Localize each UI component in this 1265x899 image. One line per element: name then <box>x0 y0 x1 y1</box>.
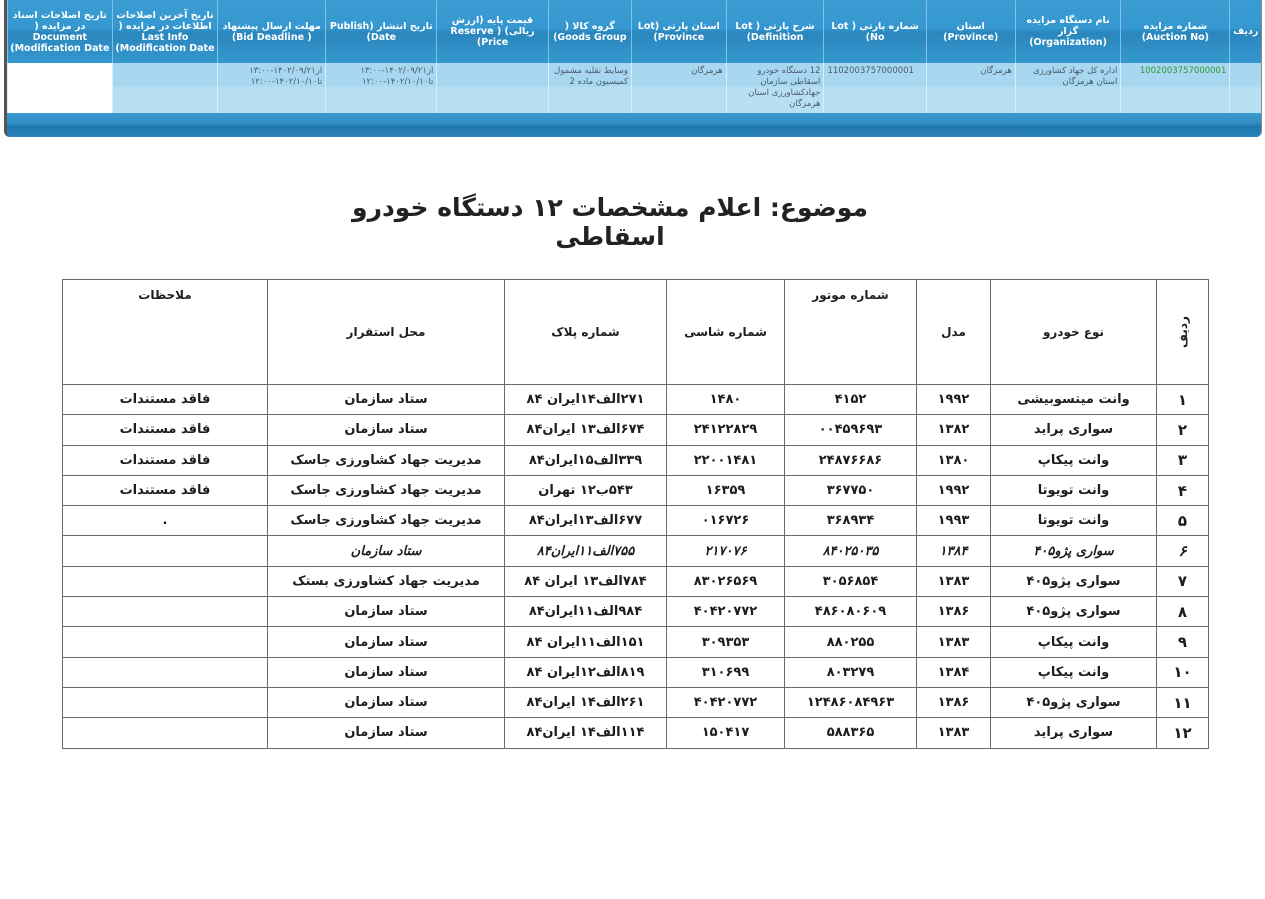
cell-model: ۱۹۹۲ <box>917 475 991 505</box>
cell-chassis-no: ۲۱۷۰۷۶ <box>667 536 785 566</box>
column-header-document-modification: تاریخ اصلاحات اسناد در مزایده ( Document Modification Date) <box>8 0 113 63</box>
cell-engine-no: ۰۰۴۵۹۶۹۳ <box>785 415 917 445</box>
cell-row: ۷ <box>1157 566 1209 596</box>
cell-plate-no: ۵۴۳ب۱۲ تهران <box>505 475 667 505</box>
column-header-reserve-price: قیمت پایه (ارزش ریالی) ( Reserve Price) <box>437 0 548 63</box>
column-header-organization: نام دستگاه مزایده گزار (Organization) <box>1015 0 1121 63</box>
cell-goods-group: وسایط نقلیه مشمول کمیسیون ماده 2 <box>548 63 631 113</box>
cell-model: ۱۳۸۲ <box>917 415 991 445</box>
column-header-vehicle-type: نوع خودرو <box>991 280 1157 385</box>
cell-location: مدیریت جهاد کشاورزی جاسک <box>268 506 505 536</box>
cell-engine-no: ۴۱۵۲ <box>785 385 917 415</box>
cell-location: ستاد سازمان <box>268 718 505 748</box>
table-row <box>63 687 1209 717</box>
table-row <box>63 536 1209 566</box>
cell-model: ۱۳۸۴ <box>917 536 991 566</box>
cell-engine-no: ۸۰۳۲۷۹ <box>785 657 917 687</box>
column-header-province: استان (Province) <box>926 0 1015 63</box>
cell-vehicle-type: سواری پراید <box>991 718 1157 748</box>
cell-row: ۴ <box>1157 475 1209 505</box>
auction-panel-footer-bar <box>7 113 1261 137</box>
cell-model: ۱۹۹۳ <box>917 506 991 536</box>
cell-notes <box>63 627 268 657</box>
cell-plate-no: ۷۵۵الف۱۱ایران۸۴ <box>505 536 667 566</box>
cell-chassis-no: ۱۶۳۵۹ <box>667 475 785 505</box>
table-row <box>63 475 1209 505</box>
cell-notes <box>63 536 268 566</box>
cell-notes: فاقد مستندات <box>63 475 268 505</box>
cell-row: ۱ <box>1157 385 1209 415</box>
column-header-row: ردیف <box>1157 280 1209 385</box>
cell-chassis-no: ۴۰۴۲۰۷۷۲ <box>667 687 785 717</box>
cell-engine-no: ۸۴۰۲۵۰۳۵ <box>785 536 917 566</box>
cell-province: هرمزگان <box>926 63 1015 113</box>
cell-location: ستاد سازمان <box>268 536 505 566</box>
column-header-auction-no: شماره مزایده (Auction No) <box>1121 0 1230 63</box>
cell-vehicle-type: سواری پژو۴۰۵ <box>991 687 1157 717</box>
cell-model: ۱۳۸۰ <box>917 445 991 475</box>
cell-chassis-no: ۲۲۰۰۱۴۸۱ <box>667 445 785 475</box>
column-header-location: محل استقرار <box>268 280 505 385</box>
cell-location: ستاد سازمان <box>268 415 505 445</box>
cell-organization: اداره کل جهاد کشاورزی استان هرمزگان <box>1015 63 1121 113</box>
cell-notes <box>63 718 268 748</box>
table-row <box>63 597 1209 627</box>
cell-row: ۸ <box>1157 597 1209 627</box>
cell-chassis-no: ۱۴۸۰ <box>667 385 785 415</box>
cell-vehicle-type: وانت تویوتا <box>991 506 1157 536</box>
cell-model: ۱۳۸۳ <box>917 566 991 596</box>
cell-bid-deadline: از۱۴۰۲/۰۹/۲۱-۱۳:۰۰ تا۱۴۰۲/۱۰/۱۰-۱۲:۰۰ <box>218 63 326 113</box>
cell-engine-no: ۳۶۷۷۵۰ <box>785 475 917 505</box>
cell-row: ۵ <box>1157 506 1209 536</box>
cell-model: ۱۳۸۳ <box>917 627 991 657</box>
cell-notes <box>63 566 268 596</box>
column-header-goods-group: گروه کالا ( Goods Group) <box>548 0 631 63</box>
cell-notes: فاقد مستندات <box>63 415 268 445</box>
cell-location: ستاد سازمان <box>268 627 505 657</box>
auction-info-panel <box>4 0 1262 137</box>
column-header-lot-definition: شرح پارتی ( Lot Definition) <box>726 0 824 63</box>
cell-plate-no: ۱۵۱الف۱۱ایران ۸۴ <box>505 627 667 657</box>
cell-vehicle-type: وانت میتسوبیشی <box>991 385 1157 415</box>
cell-engine-no: ۳۶۸۹۳۴ <box>785 506 917 536</box>
cell-vehicle-type: سواری پژو۴۰۵ <box>991 597 1157 627</box>
cell-lot-no: 1102003757000001 <box>824 63 926 113</box>
cell-location: مدیریت جهاد کشاورزی بستک <box>268 566 505 596</box>
cell-notes <box>63 657 268 687</box>
column-header-plate-no: شماره پلاک <box>505 280 667 385</box>
cell-plate-no: ۲۶۱الف۱۴ ایران۸۴ <box>505 687 667 717</box>
cell-location: ستاد سازمان <box>268 597 505 627</box>
vehicle-table-header <box>63 280 1209 385</box>
cell-row <box>1230 63 1261 113</box>
cell-row: ۲ <box>1157 415 1209 445</box>
cell-vehicle-type: سواری پژو۴۰۵ <box>991 536 1157 566</box>
cell-plate-no: ۲۷۱الف۱۴ایران ۸۴ <box>505 385 667 415</box>
auction-header-row <box>8 0 1262 63</box>
cell-notes <box>63 597 268 627</box>
cell-row: ۱۱ <box>1157 687 1209 717</box>
cell-chassis-no: ۳۱۰۶۹۹ <box>667 657 785 687</box>
cell-notes <box>63 687 268 717</box>
table-row <box>63 385 1209 415</box>
cell-vehicle-type: وانت پیکاپ <box>991 657 1157 687</box>
table-row <box>63 506 1209 536</box>
cell-location: مدیریت جهاد کشاورزی جاسک <box>268 475 505 505</box>
cell-notes: . <box>63 506 268 536</box>
cell-vehicle-type: وانت پیکاپ <box>991 445 1157 475</box>
column-header-lot-province: استان پارتی (Lot Province) <box>632 0 727 63</box>
auction-data-row <box>8 63 1262 113</box>
cell-row: ۱۲ <box>1157 718 1209 748</box>
column-header-publish-date: تاریخ انتشار (Publish Date) <box>326 0 437 63</box>
column-header-chassis-no: شماره شاسی <box>667 280 785 385</box>
cell-chassis-no: ۰۱۶۷۲۶ <box>667 506 785 536</box>
cell-notes: فاقد مستندات <box>63 445 268 475</box>
cell-chassis-no: ۸۳۰۲۶۵۶۹ <box>667 566 785 596</box>
cell-notes: فاقد مستندات <box>63 385 268 415</box>
cell-engine-no: ۳۰۵۶۸۵۴ <box>785 566 917 596</box>
cell-auction-no[interactable]: 1002003757000001 <box>1121 63 1230 113</box>
cell-engine-no: ۴۸۶۰۸۰۶۰۹ <box>785 597 917 627</box>
column-header-bid-deadline: مهلت ارسال پیشنهاد ( Bid Deadline) <box>218 0 326 63</box>
cell-plate-no: ۹۸۴الف۱۱ایران۸۴ <box>505 597 667 627</box>
vehicle-specs-table <box>62 279 1209 749</box>
table-row <box>63 445 1209 475</box>
document-title: موضوع: اعلام مشخصات ۱۲ دستگاه خودرو اسقاطی <box>352 193 868 251</box>
cell-row: ۹ <box>1157 627 1209 657</box>
cell-chassis-no: ۳۰۹۳۵۳ <box>667 627 785 657</box>
cell-chassis-no: ۲۴۱۲۲۸۲۹ <box>667 415 785 445</box>
cell-plate-no: ۷۸۴الف۱۳ ایران ۸۴ <box>505 566 667 596</box>
cell-location: مدیریت جهاد کشاورزی جاسک <box>268 445 505 475</box>
cell-plate-no: ۱۱۴الف۱۴ ایران۸۴ <box>505 718 667 748</box>
cell-plate-no: ۶۷۴الف۱۳ ایران۸۴ <box>505 415 667 445</box>
cell-model: ۱۳۸۶ <box>917 687 991 717</box>
cell-reserve-price <box>437 63 548 113</box>
cell-engine-no: ۱۲۴۸۶۰۸۴۹۶۳ <box>785 687 917 717</box>
column-header-notes: ملاحظات <box>63 280 268 385</box>
cell-plate-no: ۳۳۹الف۱۵ایران۸۴ <box>505 445 667 475</box>
cell-row: ۶ <box>1157 536 1209 566</box>
cell-location: ستاد سازمان <box>268 687 505 717</box>
cell-engine-no: ۲۴۸۷۶۶۸۶ <box>785 445 917 475</box>
cell-lot-definition: 12 دستگاه خودرو اسقاطی سازمان جهادکشاورزی استان هرمزگان <box>726 63 824 113</box>
cell-model: ۱۳۸۳ <box>917 718 991 748</box>
cell-vehicle-type: سواری پراید <box>991 415 1157 445</box>
table-row <box>63 627 1209 657</box>
cell-vehicle-type: وانت پیکاپ <box>991 627 1157 657</box>
cell-engine-no: ۸۸۰۲۵۵ <box>785 627 917 657</box>
cell-location: ستاد سازمان <box>268 385 505 415</box>
table-row <box>63 657 1209 687</box>
column-header-row: ردیف <box>1230 0 1261 63</box>
cell-vehicle-type: سواری پژو۴۰۵ <box>991 566 1157 596</box>
column-header-engine-no: شماره موتور <box>785 280 917 385</box>
cell-plate-no: ۶۷۷الف۱۳ایران۸۴ <box>505 506 667 536</box>
cell-vehicle-type: وانت تویوتا <box>991 475 1157 505</box>
cell-chassis-no: ۱۵۰۴۱۷ <box>667 718 785 748</box>
table-row <box>63 566 1209 596</box>
column-header-lot-no: شماره پارتی ( Lot No) <box>824 0 926 63</box>
cell-publish-date: از۱۴۰۲/۰۹/۲۱-۱۳:۰۰ تا۱۴۰۲/۱۰/۱۰-۱۲:۰۰ <box>326 63 437 113</box>
column-header-model: مدل <box>917 280 991 385</box>
cell-document-modification <box>8 63 113 113</box>
auction-info-table <box>7 0 1261 113</box>
cell-row: ۱۰ <box>1157 657 1209 687</box>
cell-model: ۱۹۹۲ <box>917 385 991 415</box>
cell-chassis-no: ۴۰۴۲۰۷۷۲ <box>667 597 785 627</box>
table-row <box>63 718 1209 748</box>
cell-model: ۱۳۸۴ <box>917 657 991 687</box>
table-row <box>63 415 1209 445</box>
cell-model: ۱۳۸۶ <box>917 597 991 627</box>
cell-lot-province: هرمزگان <box>632 63 727 113</box>
column-header-last-info-modification: تاریخ آخرین اصلاحات اطلاعات در مزایده ( Last Info Modification Date) <box>112 0 218 63</box>
cell-last-info-modification <box>112 63 218 113</box>
cell-plate-no: ۸۱۹الف۱۲ایران ۸۴ <box>505 657 667 687</box>
cell-engine-no: ۵۸۸۳۶۵ <box>785 718 917 748</box>
cell-row: ۳ <box>1157 445 1209 475</box>
cell-location: ستاد سازمان <box>268 657 505 687</box>
